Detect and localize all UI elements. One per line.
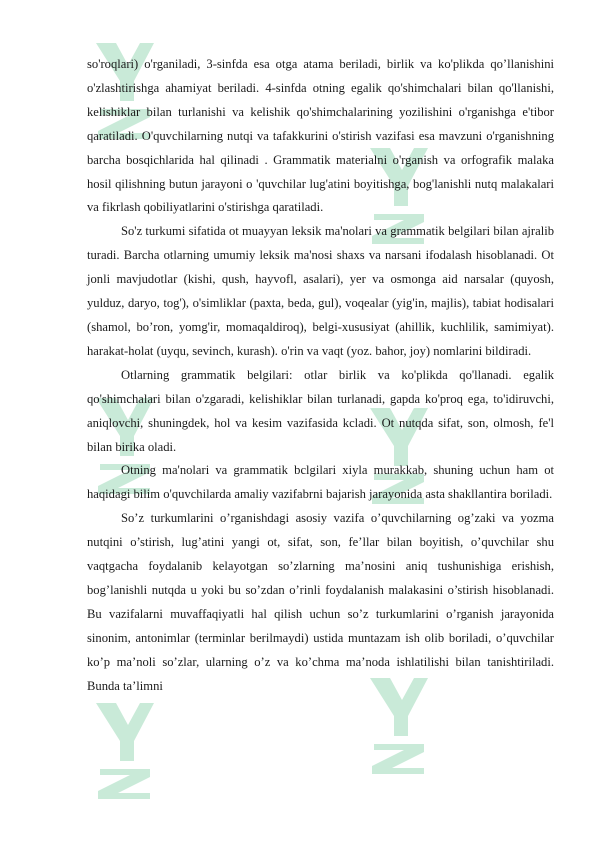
paragraph: so'roqlari) o'rganiladi, 3-sinfda esa otga atama beriladi, birlik va ko'plikda qo’llanishini o'zlashtirishga ahamiyat beriladi. 4-sinfda otning egalik qo'shimchalari bilan qo'llanishi, kelishiklar bilan turlanishi va kelishik qo'shimchalarining yozilishini o'rganishga e'tibor qaratiladi. O'quvchilarning nutqi va tafakkurini o'stirish vazifasi esa mavzuni o'rganishning barcha bosqichlarida hal qilinadi . Grammatik materialni o'rganish va orfografik malaka hosil qilishning butun jarayoni o 'quvchilar lug'atini boyitishga, bog'lanishli nutq malakalari va fikrlash qobiliyatlarini o'stirishga qaratiladi. [87,57,554,215]
paragraph: So’z turkumlarini o’rganishdagi asosiy vazifa o’quvchilarning og’zaki va yozma nutqini o’stirish, lug’atini yangi ot, sifat, son, fe’llar bilan boyitish, o’quvchilar shu vaqtgacha foydalanib kelayotgan so’zlarning ma’nosini aniq tushunishiga erishish, bog’lanishli nutqda u yoki bu so’zdan o’rinli foydalanish malakasini o’stirish hisoblanadi. Bu vazifalarni muvaffaqiyatli hal qilish uchun so’z turkumlarini o’rganish jarayonida sinonim, antonimlar (terminlar berilmaydi) ustida muntazam ish olib boriladi, o’quvchilar ko’p ma’noli so’zlar, ularning o’z va ko’chma ma’noda ishlatilishi bilan tanishtiriladi. Bunda ta’limni [87,511,554,693]
paragraph: Otning ma'nolari va grammatik bclgilari xiyla murakkab, shuning uchun ham ot haqidagi bilim o'quvchilarda amaliy vazifabrni bajarish jarayonida asta shakllantira boriladi. [87,463,554,502]
paragraph: Otlarning grammatik belgilari: otlar birlik va ko'plikda qo'llanadi. egalik qo'shimchalari bilan o'zgaradi, kelishiklar bilan turlanadi, gapda ko'proq ega, to'idiruvchi, aniqlovchi, shuningdek, hol va kesim vazifasida kcladi. Ot nutqda sifat, son, olmosh, fe'l bilan birika oladi. [87,367,554,454]
watermark-logo-icon [88,695,158,800]
paragraph: So'z turkumi sifatida ot muayyan leksik ma'nolari va grammatik belgilari bilan ajralib turadi. Barcha otlarning umumiy leksik ma'nosi shaxs va narsani ifodalash hisoblanadi. Ot jonli mavjudotlar (kishi, qush, hayvofl, asalari), yer va osmonga aid narsalar (quyosh, yulduz, daryo, tog'), o'simliklar (paxta, beda, gul), voqealar (yig'in, majlis), tabiat hodisalari (shamol, bo’ron, yomg'ir, momaqaldiroq), belgi-xususiyat (ahillik, kuchlilik, samimiyat). harakat-holat (uyqu, sevinch, kurash). o'rin va vaqt (yoz. bahor, joy) nomlarini bildiradi. [87,224,554,358]
body-text [87,53,554,698]
